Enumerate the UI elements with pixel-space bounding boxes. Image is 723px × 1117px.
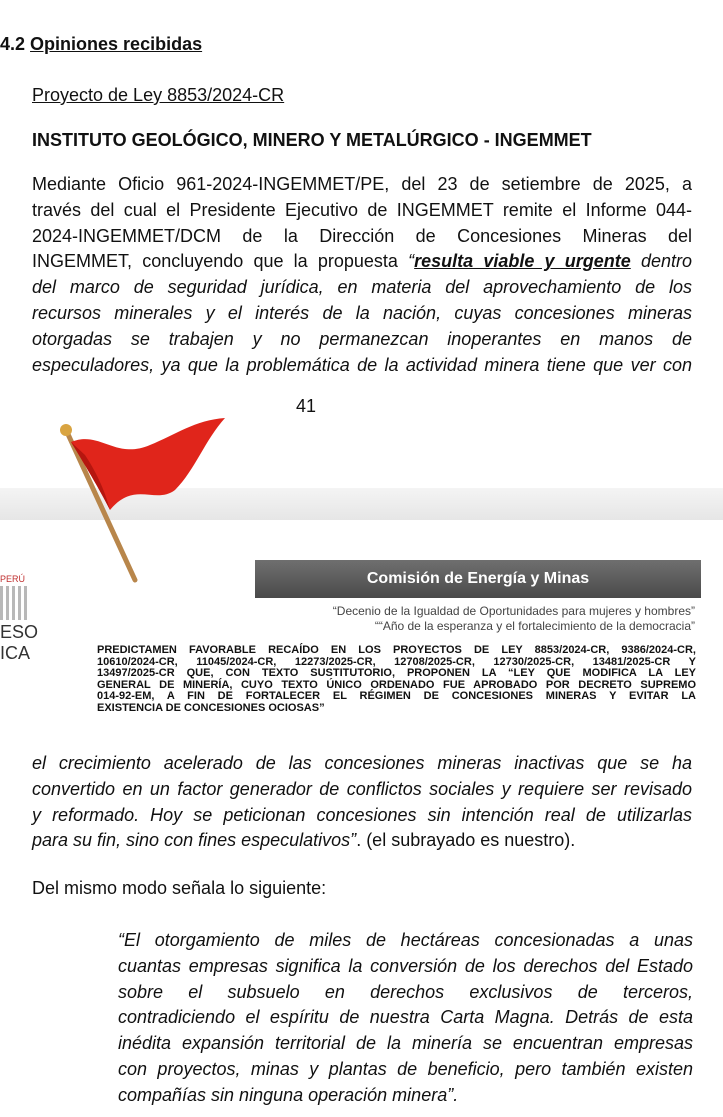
- text-line: recursos minerales y el interés de la nación, cuyas concesiones mineras: [32, 302, 692, 323]
- text-line: Mediante Oficio 961-2024-INGEMMET/PE, del 23 de setiembre de 2025, a: [32, 174, 692, 194]
- text-line: través del cual el Presidente Ejecutivo de INGEMMET remite el Informe 044-: [32, 199, 692, 220]
- underlined-phrase: resulta viable y urgente: [414, 251, 631, 272]
- text-line: EXISTENCIA DE CONCESIONES OCIOSAS”: [97, 701, 325, 714]
- text-line: [32, 828, 692, 854]
- text-line: contradiciendo el espíritu de nuestra Carta Magna. Detrás de esta: [118, 1007, 693, 1028]
- text-span: INGEMMET, concluyendo que la propuesta: [32, 251, 409, 272]
- red-flag-icon: [55, 410, 235, 590]
- page-number: 41: [296, 396, 317, 416]
- paragraph-oficio: [32, 172, 692, 378]
- text-line: inédita expansión territorial de la minería se encuentran empresas: [118, 1033, 693, 1054]
- text-line: otorgadas se trabajen y no permanezcan inoperantes en manos de: [32, 328, 692, 349]
- text-span: . (el subrayado es nuestro).: [356, 830, 576, 851]
- text-line: convertido en un factor generador de conflictos sociales y requiere ser revisado: [32, 778, 692, 799]
- text-line: sobre el subsuelo en derechos exclusivos de terceros,: [118, 981, 693, 1002]
- decenio-text: [333, 604, 695, 634]
- text-line: 014-92-EM, A FIN DE FORTALECER EL RÉGIMEN DE CONCESIONES MINERAS Y EVITAR LA: [97, 690, 696, 702]
- blockquote: [118, 928, 693, 1109]
- text-line: 10610/2024-CR, 11045/2024-CR, 12273/2025-CR, 12708/2025-CR, 12730/2025-CR, 13481/2025-CR Y: [97, 655, 696, 668]
- text-line: 13497/2025-CR QUE, CON TEXTO SUSTITUTORIO, PROPONEN LA “LEY QUE MODIFICA LA LEY: [97, 667, 696, 679]
- decenio-line: ““Año de la esperanza y el fortalecimiento de la democracia”: [374, 619, 695, 633]
- text-line: y reformado. Hoy se peticionan concesiones sin intención real de utilizarlas: [32, 804, 692, 825]
- text-line: del marco de seguridad jurídica, en materia del aprovechamiento de los: [32, 277, 692, 298]
- text-line: el crecimiento acelerado de las concesiones mineras inactivas que se ha: [32, 753, 692, 773]
- proyecto-heading: Proyecto de Ley 8853/2024-CR: [32, 85, 285, 105]
- text-line: cuantas empresas significa la conversión de los derechos del Estado: [118, 955, 693, 976]
- section-title: Opiniones recibidas: [30, 34, 203, 54]
- paragraph-intro: Del mismo modo señala lo siguiente:: [32, 878, 327, 898]
- logo-emblem: [0, 586, 28, 620]
- text-line: compañías sin ninguna operación minera”.: [118, 1084, 459, 1105]
- text-line: especuladores, ya que la problemática de la actividad minera tiene que ver con: [32, 354, 692, 375]
- text-line: [32, 249, 692, 275]
- text-line: GENERAL DE MINERÍA, CUYO TEXTO ÚNICO ORDENADO FUE APROBADO POR DECRETO SUPREMO: [97, 678, 696, 691]
- text-line: con proyectos, minas y plantas de beneficio, pero también existen: [118, 1058, 693, 1079]
- predictamen-title: [97, 645, 696, 714]
- paragraph-continued: [32, 751, 692, 854]
- text-line: 2024-INGEMMET/DCM de la Dirección de Concesiones Mineras del: [32, 225, 692, 246]
- text-line: “El otorgamiento de miles de hectáreas concesionadas a unas: [118, 930, 693, 950]
- text-span: dentro: [630, 251, 692, 272]
- section-number: 4.2: [0, 34, 26, 54]
- logo-text: ESO: [0, 622, 39, 642]
- logo-text: ICA: [0, 643, 31, 663]
- section-heading: [0, 34, 202, 55]
- text-span: para su fin, sino con fines especulativos”: [32, 830, 357, 851]
- commission-banner: Comisión de Energía y Minas: [255, 560, 701, 598]
- congress-logo: [0, 570, 39, 664]
- institution-heading: INSTITUTO GEOLÓGICO, MINERO Y METALÚRGICO - INGEMMET: [32, 130, 592, 150]
- text-line: PREDICTAMEN FAVORABLE RECAÍDO EN LOS PROYECTOS DE LEY 8853/2024-CR, 9386/2024-CR,: [97, 644, 696, 656]
- open-quote: “: [408, 251, 415, 272]
- logo-text: PERÚ: [0, 574, 26, 584]
- decenio-line: “Decenio de la Igualdad de Oportunidades para mujeres y hombres”: [332, 604, 695, 618]
